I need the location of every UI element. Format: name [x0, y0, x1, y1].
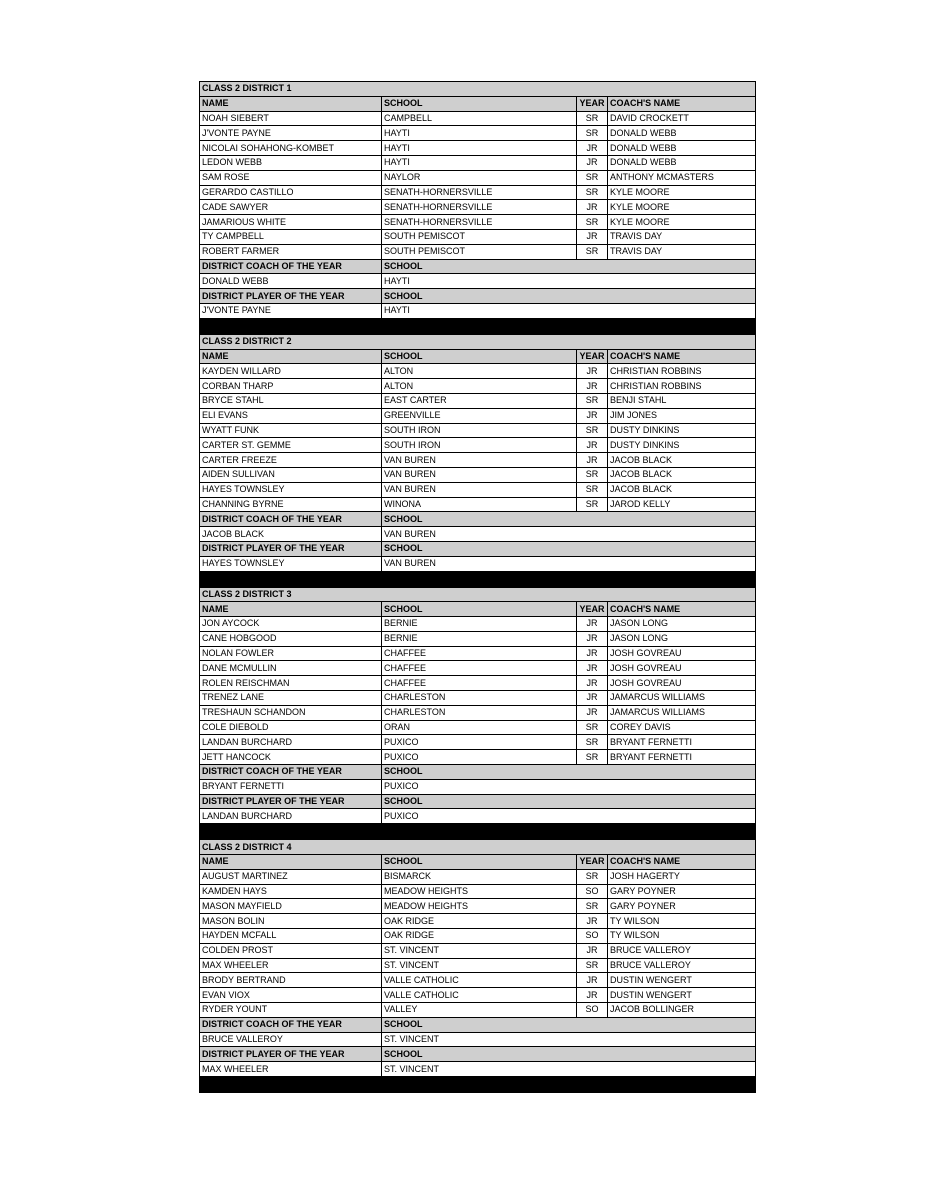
- player-coach: TY WILSON: [608, 914, 756, 929]
- player-year: SR: [577, 482, 608, 497]
- player-school: BERNIE: [382, 617, 577, 632]
- year-header: YEAR: [577, 855, 608, 870]
- player-school: EAST CARTER: [382, 393, 577, 408]
- player-of-year-row: [200, 303, 756, 318]
- name-header: NAME: [200, 349, 382, 364]
- coach-of-year-school: PUXICO: [382, 779, 756, 794]
- player-school: HAYTI: [382, 126, 577, 141]
- player-row: [200, 364, 756, 379]
- player-coach: GARY POYNER: [608, 884, 756, 899]
- player-name: ELI EVANS: [200, 408, 382, 423]
- player-coach: JACOB BLACK: [608, 467, 756, 482]
- player-coach: JOSH HAGERTY: [608, 869, 756, 884]
- player-year: SR: [577, 185, 608, 200]
- player-school: SOUTH IRON: [382, 438, 577, 453]
- district-title: CLASS 2 DISTRICT 1: [200, 82, 756, 97]
- player-row: [200, 691, 756, 706]
- player-year: SR: [577, 244, 608, 259]
- district-title-row: [200, 840, 756, 855]
- player-year: JR: [577, 988, 608, 1003]
- coach-of-year-name: JACOB BLACK: [200, 527, 382, 542]
- player-row: [200, 661, 756, 676]
- coach-header: COACH'S NAME: [608, 349, 756, 364]
- player-school: ORAN: [382, 720, 577, 735]
- player-year: JR: [577, 155, 608, 170]
- player-school: SENATH-HORNERSVILLE: [382, 200, 577, 215]
- player-of-year-label: DISTRICT PLAYER OF THE YEAR: [200, 1047, 382, 1062]
- coach-of-year-school: ST. VINCENT: [382, 1032, 756, 1047]
- player-row: [200, 1003, 756, 1018]
- player-school: ALTON: [382, 379, 577, 394]
- player-school: ST. VINCENT: [382, 943, 577, 958]
- column-header-row: [200, 855, 756, 870]
- player-coach: DONALD WEBB: [608, 126, 756, 141]
- player-year: JR: [577, 661, 608, 676]
- player-year: SR: [577, 467, 608, 482]
- player-coach: DAVID CROCKETT: [608, 111, 756, 126]
- player-coach: BRUCE VALLEROY: [608, 958, 756, 973]
- player-coach: ANTHONY MCMASTERS: [608, 170, 756, 185]
- player-coach: JIM JONES: [608, 408, 756, 423]
- coach-of-year-school: HAYTI: [382, 274, 756, 289]
- player-coach: DUSTY DINKINS: [608, 438, 756, 453]
- player-name: AUGUST MARTINEZ: [200, 869, 382, 884]
- player-year: JR: [577, 229, 608, 244]
- player-row: [200, 943, 756, 958]
- coach-of-year-label: DISTRICT COACH OF THE YEAR: [200, 1017, 382, 1032]
- player-year: SR: [577, 869, 608, 884]
- player-year: JR: [577, 943, 608, 958]
- coach-of-year-school: VAN BUREN: [382, 527, 756, 542]
- player-year: SR: [577, 899, 608, 914]
- player-coach: JACOB BOLLINGER: [608, 1003, 756, 1018]
- player-name: CORBAN THARP: [200, 379, 382, 394]
- coach-of-year-name: BRUCE VALLEROY: [200, 1032, 382, 1047]
- player-of-year-school: VAN BUREN: [382, 556, 756, 571]
- blank-cell: [577, 259, 756, 274]
- player-coach: JOSH GOVREAU: [608, 676, 756, 691]
- coach-of-year-school-label: SCHOOL: [382, 1017, 577, 1032]
- player-row: [200, 229, 756, 244]
- player-school: BISMARCK: [382, 869, 577, 884]
- player-row: [200, 215, 756, 230]
- player-school: ST. VINCENT: [382, 958, 577, 973]
- blank-cell: [577, 289, 756, 304]
- player-name: JAMARIOUS WHITE: [200, 215, 382, 230]
- player-row: [200, 170, 756, 185]
- coach-of-year-school-label: SCHOOL: [382, 259, 577, 274]
- player-row: [200, 929, 756, 944]
- player-coach: BENJI STAHL: [608, 393, 756, 408]
- player-school: SOUTH IRON: [382, 423, 577, 438]
- player-name: JON AYCOCK: [200, 617, 382, 632]
- player-year: SR: [577, 111, 608, 126]
- player-row: [200, 720, 756, 735]
- player-name: COLE DIEBOLD: [200, 720, 382, 735]
- blank-cell: [577, 1017, 756, 1032]
- coach-header: COACH'S NAME: [608, 602, 756, 617]
- coach-of-year-label: DISTRICT COACH OF THE YEAR: [200, 765, 382, 780]
- blank-cell: [577, 765, 756, 780]
- player-name: BRYCE STAHL: [200, 393, 382, 408]
- player-year: SR: [577, 423, 608, 438]
- player-year: SR: [577, 170, 608, 185]
- section-separator: [200, 571, 756, 587]
- player-year: JR: [577, 408, 608, 423]
- player-row: [200, 631, 756, 646]
- player-school: CHARLESTON: [382, 705, 577, 720]
- district-title: CLASS 2 DISTRICT 3: [200, 587, 756, 602]
- player-row: [200, 200, 756, 215]
- player-coach: BRYANT FERNETTI: [608, 750, 756, 765]
- player-year: SR: [577, 720, 608, 735]
- player-of-year-label: DISTRICT PLAYER OF THE YEAR: [200, 289, 382, 304]
- district-title: CLASS 2 DISTRICT 4: [200, 840, 756, 855]
- player-name: CADE SAWYER: [200, 200, 382, 215]
- player-year: JR: [577, 453, 608, 468]
- player-name: KAYDEN WILLARD: [200, 364, 382, 379]
- separator-bar: [200, 1077, 756, 1093]
- player-year: SR: [577, 393, 608, 408]
- player-school: CHAFFEE: [382, 661, 577, 676]
- player-name: HAYDEN MCFALL: [200, 929, 382, 944]
- player-row: [200, 423, 756, 438]
- player-school: SENATH-HORNERSVILLE: [382, 185, 577, 200]
- player-year: SR: [577, 497, 608, 512]
- player-row: [200, 244, 756, 259]
- player-row: [200, 379, 756, 394]
- player-of-year-name: LANDAN BURCHARD: [200, 809, 382, 824]
- player-row: [200, 750, 756, 765]
- player-coach: BRYANT FERNETTI: [608, 735, 756, 750]
- district-title-row: [200, 334, 756, 349]
- player-name: TRESHAUN SCHANDON: [200, 705, 382, 720]
- player-school: PUXICO: [382, 735, 577, 750]
- player-school: VAN BUREN: [382, 482, 577, 497]
- player-name: CARTER ST. GEMME: [200, 438, 382, 453]
- coach-of-year-school-label: SCHOOL: [382, 765, 577, 780]
- player-row: [200, 646, 756, 661]
- coach-of-year-label: DISTRICT COACH OF THE YEAR: [200, 259, 382, 274]
- player-of-year-header-row: [200, 541, 756, 556]
- coach-of-year-header-row: [200, 765, 756, 780]
- player-name: LANDAN BURCHARD: [200, 735, 382, 750]
- player-of-year-name: HAYES TOWNSLEY: [200, 556, 382, 571]
- separator-bar: [200, 571, 756, 587]
- player-school: WINONA: [382, 497, 577, 512]
- all-district-table: [199, 81, 756, 1093]
- player-row: [200, 914, 756, 929]
- player-row: [200, 497, 756, 512]
- player-name: GERARDO CASTILLO: [200, 185, 382, 200]
- player-year: SR: [577, 215, 608, 230]
- player-row: [200, 185, 756, 200]
- school-header: SCHOOL: [382, 602, 577, 617]
- player-school: HAYTI: [382, 141, 577, 156]
- player-name: KAMDEN HAYS: [200, 884, 382, 899]
- player-of-year-school: ST. VINCENT: [382, 1062, 756, 1077]
- player-name: SAM ROSE: [200, 170, 382, 185]
- player-coach: KYLE MOORE: [608, 185, 756, 200]
- section-separator: [200, 1077, 756, 1093]
- player-school: MEADOW HEIGHTS: [382, 899, 577, 914]
- player-name: EVAN VIOX: [200, 988, 382, 1003]
- player-name: J'VONTE PAYNE: [200, 126, 382, 141]
- player-row: [200, 676, 756, 691]
- name-header: NAME: [200, 96, 382, 111]
- player-year: JR: [577, 705, 608, 720]
- coach-of-year-header-row: [200, 1017, 756, 1032]
- player-school: BERNIE: [382, 631, 577, 646]
- player-school: CAMPBELL: [382, 111, 577, 126]
- player-school: CHAFFEE: [382, 676, 577, 691]
- player-school: VALLEY: [382, 1003, 577, 1018]
- coach-header: COACH'S NAME: [608, 96, 756, 111]
- player-coach: JAMARCUS WILLIAMS: [608, 691, 756, 706]
- player-school: MEADOW HEIGHTS: [382, 884, 577, 899]
- player-coach: JOSH GOVREAU: [608, 646, 756, 661]
- player-coach: TRAVIS DAY: [608, 229, 756, 244]
- player-of-year-name: MAX WHEELER: [200, 1062, 382, 1077]
- player-coach: KYLE MOORE: [608, 215, 756, 230]
- player-name: NOAH SIEBERT: [200, 111, 382, 126]
- player-year: JR: [577, 617, 608, 632]
- player-year: JR: [577, 691, 608, 706]
- player-of-year-name: J'VONTE PAYNE: [200, 303, 382, 318]
- player-name: ROBERT FARMER: [200, 244, 382, 259]
- player-of-year-header-row: [200, 289, 756, 304]
- player-of-year-row: [200, 809, 756, 824]
- player-name: ROLEN REISCHMAN: [200, 676, 382, 691]
- player-name: HAYES TOWNSLEY: [200, 482, 382, 497]
- player-name: COLDEN PROST: [200, 943, 382, 958]
- player-of-year-school: PUXICO: [382, 809, 756, 824]
- player-row: [200, 705, 756, 720]
- player-coach: DUSTIN WENGERT: [608, 973, 756, 988]
- player-coach: JACOB BLACK: [608, 482, 756, 497]
- player-school: NAYLOR: [382, 170, 577, 185]
- player-year: SR: [577, 126, 608, 141]
- player-name: TY CAMPBELL: [200, 229, 382, 244]
- player-name: CHANNING BYRNE: [200, 497, 382, 512]
- player-of-year-school-label: SCHOOL: [382, 1047, 577, 1062]
- player-of-year-school-label: SCHOOL: [382, 794, 577, 809]
- district-title-row: [200, 587, 756, 602]
- player-coach: TY WILSON: [608, 929, 756, 944]
- player-school: VALLE CATHOLIC: [382, 988, 577, 1003]
- player-year: JR: [577, 631, 608, 646]
- player-row: [200, 869, 756, 884]
- coach-header: COACH'S NAME: [608, 855, 756, 870]
- all-district-sheet: [199, 81, 755, 1093]
- blank-cell: [577, 1047, 756, 1062]
- year-header: YEAR: [577, 602, 608, 617]
- player-school: GREENVILLE: [382, 408, 577, 423]
- player-year: SO: [577, 929, 608, 944]
- player-row: [200, 899, 756, 914]
- section-separator: [200, 824, 756, 840]
- player-name: TRENEZ LANE: [200, 691, 382, 706]
- player-row: [200, 467, 756, 482]
- blank-cell: [577, 794, 756, 809]
- player-school: HAYTI: [382, 155, 577, 170]
- school-header: SCHOOL: [382, 96, 577, 111]
- player-coach: JAMARCUS WILLIAMS: [608, 705, 756, 720]
- player-school: ALTON: [382, 364, 577, 379]
- player-year: JR: [577, 438, 608, 453]
- player-row: [200, 393, 756, 408]
- player-coach: DONALD WEBB: [608, 141, 756, 156]
- player-name: WYATT FUNK: [200, 423, 382, 438]
- player-coach: CHRISTIAN ROBBINS: [608, 364, 756, 379]
- player-name: NOLAN FOWLER: [200, 646, 382, 661]
- player-row: [200, 141, 756, 156]
- player-name: BRODY BERTRAND: [200, 973, 382, 988]
- player-year: JR: [577, 646, 608, 661]
- coach-of-year-name: BRYANT FERNETTI: [200, 779, 382, 794]
- player-row: [200, 111, 756, 126]
- player-coach: DUSTY DINKINS: [608, 423, 756, 438]
- coach-of-year-row: [200, 779, 756, 794]
- player-name: DANE MCMULLIN: [200, 661, 382, 676]
- player-row: [200, 155, 756, 170]
- player-year: JR: [577, 141, 608, 156]
- player-name: NICOLAI SOHAHONG-KOMBET: [200, 141, 382, 156]
- player-coach: JOSH GOVREAU: [608, 661, 756, 676]
- player-year: JR: [577, 200, 608, 215]
- coach-of-year-row: [200, 527, 756, 542]
- player-name: RYDER YOUNT: [200, 1003, 382, 1018]
- player-of-year-header-row: [200, 1047, 756, 1062]
- player-row: [200, 126, 756, 141]
- player-coach: DONALD WEBB: [608, 155, 756, 170]
- year-header: YEAR: [577, 96, 608, 111]
- separator-bar: [200, 824, 756, 840]
- player-year: SR: [577, 750, 608, 765]
- player-name: CANE HOBGOOD: [200, 631, 382, 646]
- blank-cell: [577, 512, 756, 527]
- player-coach: CHRISTIAN ROBBINS: [608, 379, 756, 394]
- player-school: SENATH-HORNERSVILLE: [382, 215, 577, 230]
- school-header: SCHOOL: [382, 855, 577, 870]
- blank-cell: [577, 541, 756, 556]
- column-header-row: [200, 602, 756, 617]
- player-coach: JAROD KELLY: [608, 497, 756, 512]
- player-year: JR: [577, 364, 608, 379]
- player-row: [200, 988, 756, 1003]
- coach-of-year-school-label: SCHOOL: [382, 512, 577, 527]
- player-school: VAN BUREN: [382, 467, 577, 482]
- player-school: SOUTH PEMISCOT: [382, 244, 577, 259]
- player-year: JR: [577, 914, 608, 929]
- player-name: MASON MAYFIELD: [200, 899, 382, 914]
- separator-bar: [200, 318, 756, 334]
- player-row: [200, 735, 756, 750]
- player-row: [200, 973, 756, 988]
- player-coach: COREY DAVIS: [608, 720, 756, 735]
- coach-of-year-header-row: [200, 512, 756, 527]
- coach-of-year-name: DONALD WEBB: [200, 274, 382, 289]
- player-year: SO: [577, 1003, 608, 1018]
- player-school: CHAFFEE: [382, 646, 577, 661]
- district-title-row: [200, 82, 756, 97]
- player-of-year-school-label: SCHOOL: [382, 541, 577, 556]
- player-coach: JASON LONG: [608, 617, 756, 632]
- player-year: JR: [577, 973, 608, 988]
- player-row: [200, 453, 756, 468]
- player-year: SR: [577, 958, 608, 973]
- player-of-year-label: DISTRICT PLAYER OF THE YEAR: [200, 794, 382, 809]
- player-row: [200, 438, 756, 453]
- player-coach: JACOB BLACK: [608, 453, 756, 468]
- player-coach: GARY POYNER: [608, 899, 756, 914]
- player-year: JR: [577, 379, 608, 394]
- coach-of-year-row: [200, 1032, 756, 1047]
- player-of-year-school: HAYTI: [382, 303, 756, 318]
- player-school: VAN BUREN: [382, 453, 577, 468]
- school-header: SCHOOL: [382, 349, 577, 364]
- player-name: CARTER FREEZE: [200, 453, 382, 468]
- player-coach: JASON LONG: [608, 631, 756, 646]
- player-of-year-school-label: SCHOOL: [382, 289, 577, 304]
- player-coach: BRUCE VALLEROY: [608, 943, 756, 958]
- player-name: JETT HANCOCK: [200, 750, 382, 765]
- coach-of-year-header-row: [200, 259, 756, 274]
- player-name: MASON BOLIN: [200, 914, 382, 929]
- player-name: LEDON WEBB: [200, 155, 382, 170]
- player-school: VALLE CATHOLIC: [382, 973, 577, 988]
- player-of-year-header-row: [200, 794, 756, 809]
- player-name: AIDEN SULLIVAN: [200, 467, 382, 482]
- player-coach: KYLE MOORE: [608, 200, 756, 215]
- district-title: CLASS 2 DISTRICT 2: [200, 334, 756, 349]
- player-year: SO: [577, 884, 608, 899]
- player-row: [200, 482, 756, 497]
- column-header-row: [200, 349, 756, 364]
- player-school: OAK RIDGE: [382, 914, 577, 929]
- player-name: MAX WHEELER: [200, 958, 382, 973]
- player-row: [200, 884, 756, 899]
- player-of-year-row: [200, 1062, 756, 1077]
- player-row: [200, 958, 756, 973]
- player-of-year-label: DISTRICT PLAYER OF THE YEAR: [200, 541, 382, 556]
- player-year: SR: [577, 735, 608, 750]
- player-coach: TRAVIS DAY: [608, 244, 756, 259]
- name-header: NAME: [200, 602, 382, 617]
- player-row: [200, 408, 756, 423]
- coach-of-year-label: DISTRICT COACH OF THE YEAR: [200, 512, 382, 527]
- player-of-year-row: [200, 556, 756, 571]
- player-row: [200, 617, 756, 632]
- player-year: JR: [577, 676, 608, 691]
- player-coach: DUSTIN WENGERT: [608, 988, 756, 1003]
- player-school: OAK RIDGE: [382, 929, 577, 944]
- player-school: SOUTH PEMISCOT: [382, 229, 577, 244]
- player-school: CHARLESTON: [382, 691, 577, 706]
- player-school: PUXICO: [382, 750, 577, 765]
- coach-of-year-row: [200, 274, 756, 289]
- name-header: NAME: [200, 855, 382, 870]
- year-header: YEAR: [577, 349, 608, 364]
- section-separator: [200, 318, 756, 334]
- column-header-row: [200, 96, 756, 111]
